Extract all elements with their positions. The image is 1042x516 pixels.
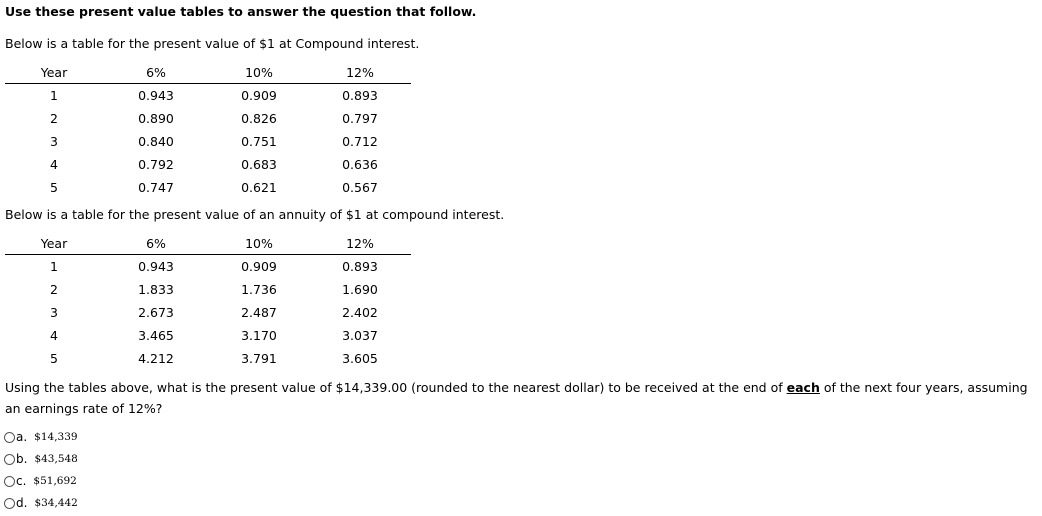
- option-value: $34,442: [34, 497, 78, 509]
- year-cell: 5: [50, 351, 58, 366]
- value-cell: 0.683: [241, 157, 277, 172]
- value-cell: 0.636: [342, 157, 378, 172]
- year-cell: 1: [50, 259, 58, 274]
- value-cell: 0.797: [342, 111, 378, 126]
- answer-option-d[interactable]: [4, 492, 78, 514]
- option-letter: a.: [16, 430, 28, 444]
- question-emphasis: each: [786, 380, 820, 395]
- year-cell: 4: [50, 157, 58, 172]
- value-cell: 2.402: [342, 305, 378, 320]
- header-6pct: 6%: [146, 236, 166, 251]
- table-header-row: [5, 62, 411, 84]
- header-12pct: 12%: [346, 236, 374, 251]
- value-cell: 0.943: [138, 88, 174, 103]
- year-cell: 1: [50, 88, 58, 103]
- table-row: [5, 324, 411, 347]
- answer-option-a[interactable]: [4, 426, 78, 448]
- option-value: $14,339: [34, 431, 78, 443]
- table-row: [5, 301, 411, 324]
- option-value: $51,692: [33, 475, 77, 487]
- table-row: [5, 153, 411, 176]
- table-row: [5, 130, 411, 153]
- value-cell: 0.909: [241, 259, 277, 274]
- radio-button[interactable]: [4, 454, 15, 465]
- year-cell: 5: [50, 180, 58, 195]
- value-cell: 0.826: [241, 111, 277, 126]
- answer-option-b[interactable]: [4, 448, 78, 470]
- year-cell: 2: [50, 282, 58, 297]
- value-cell: 0.943: [138, 259, 174, 274]
- value-cell: 2.673: [138, 305, 174, 320]
- value-cell: 0.909: [241, 88, 277, 103]
- table-row: [5, 255, 411, 278]
- table-header-row: [5, 233, 411, 255]
- year-cell: 4: [50, 328, 58, 343]
- radio-button[interactable]: [4, 498, 15, 509]
- value-cell: 1.690: [342, 282, 378, 297]
- question-text-before: Using the tables above, what is the present value of $14,339.00 (rounded to the nearest dollar) to be received at the end of: [5, 380, 787, 395]
- value-cell: 3.465: [138, 328, 174, 343]
- question-text-after: of the next four years, assuming an earnings rate of 12%?: [5, 380, 1028, 416]
- option-letter: d.: [16, 496, 28, 510]
- value-cell: 3.791: [241, 351, 277, 366]
- table2-caption: Below is a table for the present value of an annuity of $1 at compound interest.: [5, 207, 505, 222]
- table-row: [5, 84, 411, 107]
- option-value: $43,548: [34, 453, 78, 465]
- table-row: [5, 107, 411, 130]
- header-10pct: 10%: [245, 65, 273, 80]
- value-cell: 0.893: [342, 88, 378, 103]
- value-cell: 0.567: [342, 180, 378, 195]
- value-cell: 0.792: [138, 157, 174, 172]
- radio-button[interactable]: [4, 476, 15, 487]
- answer-option-c[interactable]: [4, 470, 78, 492]
- value-cell: 1.736: [241, 282, 277, 297]
- value-cell: 4.212: [138, 351, 174, 366]
- header-12pct: 12%: [346, 65, 374, 80]
- year-cell: 3: [50, 305, 58, 320]
- header-year: Year: [40, 65, 68, 80]
- annuity-table: [5, 233, 411, 370]
- table-row: [5, 176, 411, 199]
- table-row: [5, 278, 411, 301]
- present-value-table: [5, 62, 411, 199]
- header-10pct: 10%: [245, 236, 273, 251]
- page-heading: Use these present value tables to answer the question that follow.: [5, 4, 477, 19]
- value-cell: 0.840: [138, 134, 174, 149]
- table1-caption: Below is a table for the present value of $1 at Compound interest.: [5, 36, 420, 51]
- option-letter: b.: [16, 452, 28, 466]
- header-year: Year: [40, 236, 68, 251]
- answer-options: [4, 426, 78, 514]
- value-cell: 0.712: [342, 134, 378, 149]
- value-cell: 0.751: [241, 134, 277, 149]
- value-cell: 2.487: [241, 305, 277, 320]
- question-text: [5, 377, 1030, 419]
- value-cell: 3.037: [342, 328, 378, 343]
- value-cell: 1.833: [138, 282, 174, 297]
- value-cell: 0.621: [241, 180, 277, 195]
- table-row: [5, 347, 411, 370]
- value-cell: 0.747: [138, 180, 174, 195]
- year-cell: 2: [50, 111, 58, 126]
- year-cell: 3: [50, 134, 58, 149]
- option-letter: c.: [16, 474, 27, 488]
- header-6pct: 6%: [146, 65, 166, 80]
- radio-button[interactable]: [4, 432, 15, 443]
- value-cell: 0.890: [138, 111, 174, 126]
- value-cell: 3.170: [241, 328, 277, 343]
- value-cell: 3.605: [342, 351, 378, 366]
- value-cell: 0.893: [342, 259, 378, 274]
